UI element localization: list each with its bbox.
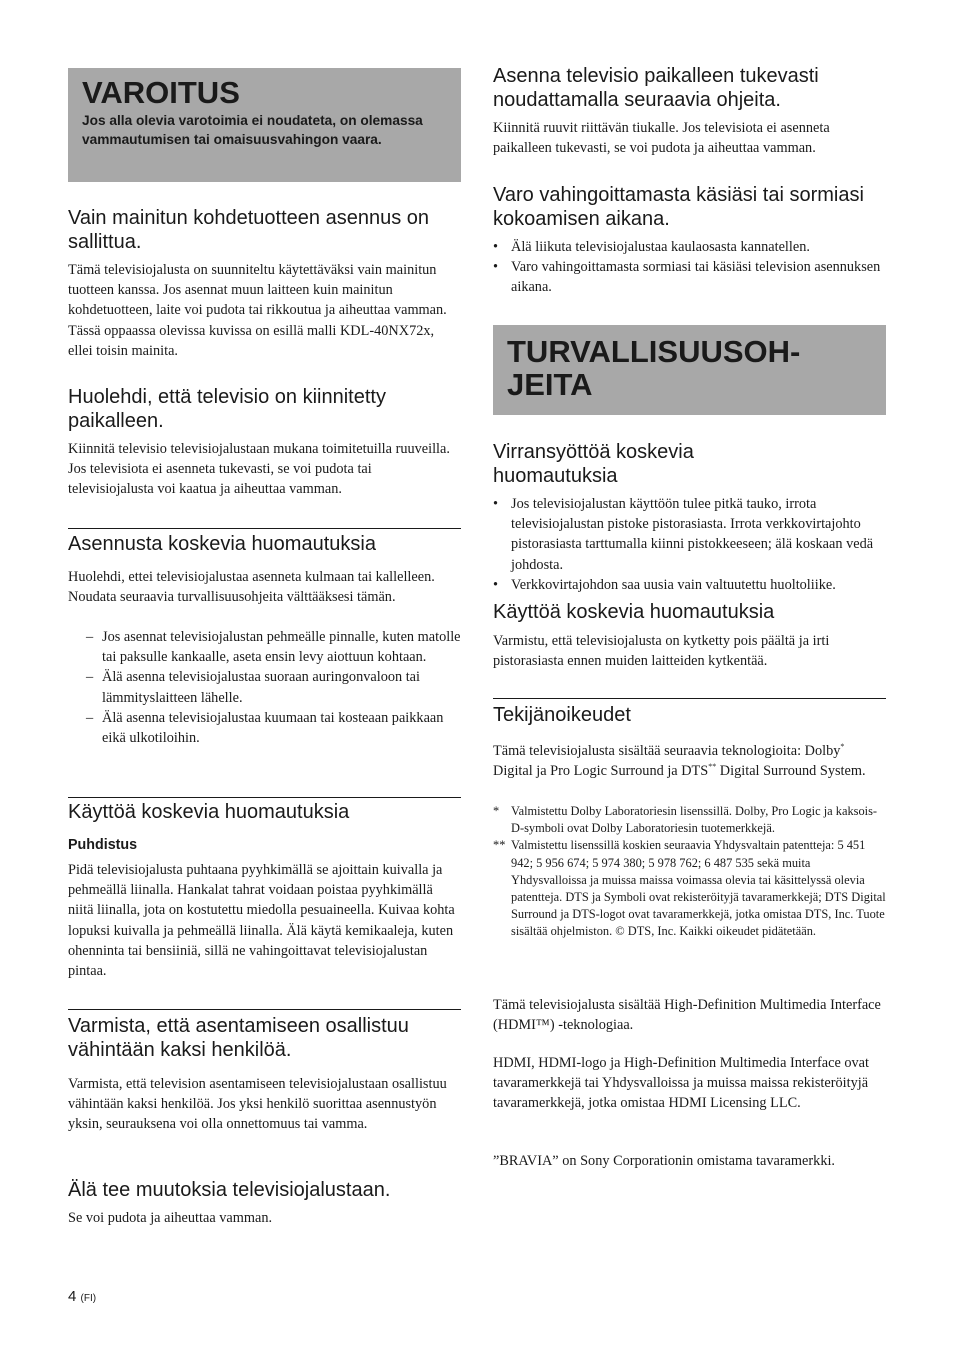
section-text: Kiinnitä ruuvit riittävän tiukalle. Jos televisiota ei asenneta paikalleen tukevasti, se voi pudota ja aiheuttaa vamman. (493, 120, 830, 157)
copyright-text: Tämä televisiojalusta sisältää seuraavia teknologioita: Dolby* Digital ja Pro Logic Surround ja DTS** Digital Surround System. (493, 742, 866, 780)
subheading: Puhdistus (68, 837, 138, 853)
section-heading: Varmista, että asentamiseen osallistuu vähintään kaksi henkilöä. (68, 1015, 409, 1061)
section-heading: Varo vahingoittamasta käsiäsi tai sormiasi kokoamisen aikana. (493, 184, 864, 230)
dash-list (68, 627, 461, 748)
section-divider (68, 797, 461, 798)
section-divider (68, 1009, 461, 1010)
section-divider (493, 698, 886, 699)
section-heading: Tekijänoikeudet (493, 704, 631, 726)
safety-title-box (493, 325, 886, 415)
safety-title-line: JEITA (507, 367, 593, 402)
section-heading: Vain mainitun kohdetuotteen asennus on sallittua. (68, 207, 430, 253)
section-text: Varmistu, että televisiojalusta on kytketty pois päältä ja irti pistorasiasta ennen muiden laitteiden kytkentää. (493, 633, 830, 670)
section-heading: Virransyöttöä koskevia huomautuksia (493, 441, 694, 487)
section-heading: Älä tee muutoksia televisiojalustaan. (68, 1179, 391, 1201)
list-item: – Jos asennat televisiojalustan pehmeälle pinnalle, kuten matolle tai paksulle kankaalle, aseta ensin levy aiottuun kohtaan. (68, 627, 461, 667)
section-text: Se voi pudota ja aiheuttaa vamman. (68, 1210, 273, 1226)
section-text: Varmista, että television asentamiseen televisiojalustaan osallistuu vähintään kaksi henkilöä. Jos yksi henkilö suorittaa asennustyön yksin, seurauksena voi olla onnettomuus tai vamma. (68, 1076, 447, 1133)
section-heading: Asenna televisio paikalleen tukevasti noudattamalla seuraavia ohjeita. (493, 65, 819, 111)
list-item: • Jos televisiojalustan käyttöön tulee pitkä tauko, irrota televisiojalustan pistoke pistorasiasta. Irrota verkkovirtajohto pistorasiasta tarttumalla kiinni pistokkeeseen; älä koskaan vedä johdosta. (493, 494, 886, 575)
section-heading: Käyttöä koskevia huomautuksia (68, 801, 350, 823)
section-heading: Käyttöä koskevia huomautuksia (493, 601, 775, 623)
hdmi-trademark-text: HDMI, HDMI-logo ja High-Definition Multimedia Interface ovat tavaramerkkejä tai Yhdysvalloissa ja muissa maissa rekisteröityjä tavaramerkkejä, jotka omistaa HDMI Licensing LLC. (493, 1055, 869, 1112)
list-item: • Varo vahingoittamasta sormiasi tai käsiäsi television asennuksen aikana. (493, 257, 886, 297)
safety-title-line: TURVALLISUUSOH- (507, 334, 801, 369)
warning-box (68, 68, 461, 182)
bullet-list (493, 494, 886, 595)
section-heading: Asennusta koskevia huomautuksia (68, 533, 376, 555)
page-number: 4 (FI) (68, 1288, 97, 1305)
section-divider (68, 528, 461, 529)
footnote-list (493, 803, 886, 941)
list-item: – Älä asenna televisiojalustaa suoraan auringonvaloon tai lämmityslaitteen lähelle. (68, 667, 461, 707)
section-text: Tämä televisiojalusta on suunniteltu käytettäväksi vain mainitun tuotteen kanssa. Jos asennat muun laitteen kuin mainitun kohdetuotteen, laite voi pudota tai rikkoutua ja aiheuttaa vamman. Tässä oppaassa olevissa kuvissa on esillä malli KDL-40NX72x, ellei toisin mainita. (68, 262, 447, 359)
warning-title: VAROITUS (82, 75, 240, 110)
footnote: * Valmistettu Dolby Laboratoriesin lisenssillä. Dolby, Pro Logic ja kaksois-D-symboli ovat Dolby Laboratoriesin tuotemerkkejä. (493, 804, 878, 836)
list-item: – Älä asenna televisiojalustaa kuumaan tai kosteaan paikkaan eikä ulkotiloihin. (68, 708, 461, 748)
section-text: Pidä televisiojalusta puhtaana pyyhkimällä se ajoittain kuivalla ja pehmeällä liinalla. Hankalat tahrat voidaan poistaa pyyhkimällä niitä liinalla, jota on kostutettu miedolla pesuaineella. Kuivaa kohta lopuksi kuivalla ja pehmeällä liinalla. Älä käytä kemikaaleja, kuten ohenninta tai bensiiniä, sillä ne vahingoittavat televisiojalustan pintaa. (68, 862, 455, 980)
bravia-text: ”BRAVIA” on Sony Corporationin omistama tavaramerkki. (493, 1153, 836, 1169)
footnote: ** Valmistettu lisenssillä koskien seuraavia Yhdysvaltain patentteja: 5 451 942; 5 956 674; 5 974 380; 5 978 762; 6 487 535 sekä muita Yhdysvalloissa ja muissa maissa voimassa olevia tai käsittelyssä olevia patentteja. DTS ja Symboli ovat rekisteröityjä tavaramerkkejä; DTS Digital Surround ja DTS-logot ovat tavaramerkkejä, jotka omistaa DTS, Inc. Tuote sisältää ohjelmiston. © DTS, Inc. Kaikki oikeudet pidätetään. (493, 838, 886, 939)
bullet-list (493, 237, 886, 298)
section-text: Kiinnitä televisio televisiojalustaan mukana toimitetuilla ruuveilla. Jos televisiota ei asenneta tukevasti, se voi pudota tai televisiojalusta voi kaatua ja aiheuttaa vamman. (68, 441, 450, 498)
section-heading: Huolehdi, että televisio on kiinnitetty paikalleen. (68, 386, 386, 432)
hdmi-text: Tämä televisiojalusta sisältää High-Definition Multimedia Interface (HDMI™) -teknologiaa. (493, 997, 881, 1034)
section-text: Huolehdi, ettei televisiojalustaa asenneta kulmaan tai kallelleen. Noudata seuraavia turvallisuusohjeita välttääksesi tämän. (68, 569, 435, 606)
warning-text: Jos alla olevia varotoimia ei noudateta, on olemassa vammautumisen tai omaisuusvahingon vaara. (82, 113, 423, 147)
list-item: • Älä liikuta televisiojalustaa kaulaosasta kannatellen. (493, 237, 886, 257)
list-item: • Verkkovirtajohdon saa uusia vain valtuutettu huoltoliike. (493, 575, 886, 595)
